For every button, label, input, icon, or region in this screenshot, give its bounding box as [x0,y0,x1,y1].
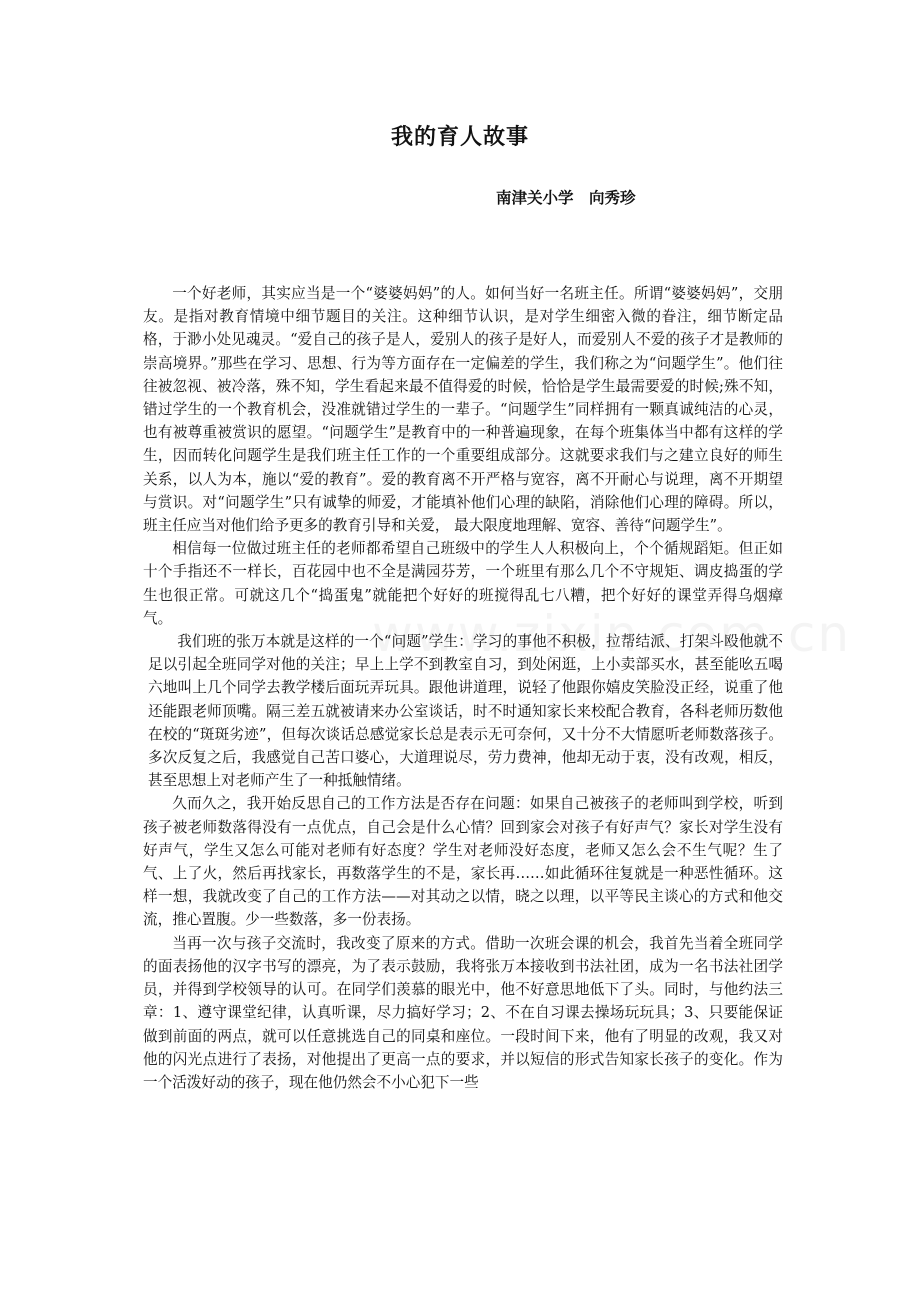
paragraph-2: 相信每一位做过班主任的老师都希望自己班级中的学生人人积极向上，个个循规蹈矩。但正如十个手指还不一样长，百花园中也不全是满园芬芳，一个班里有那么几个不守规矩、调皮捣蛋的学生也很正常。可就这几个“捣蛋鬼”就能把个好好的班搅得乱七八糟，把个好好的课堂弄得乌烟瘴气。 [143,540,783,627]
author-line: 南津关小学 向秀珍 [496,189,636,207]
document-body [143,282,783,1094]
paragraph-5: 当再一次与孩子交流时，我改变了原来的方式。借助一次班会课的机会，我首先当着全班同学的面表扬他的汉字书写的漂亮，为了表示鼓励，我将张万本接收到书法社团，成为一名书法社团学员，并得到学校领导的认可。在同学们羡慕的眼光中，他不好意思地低下了头。同时，与他约法三章：1、遵守课堂纪律，认真听课，尽力搞好学习；2、不在自习课去操场玩玩具；3、只要能保证做到前面的两点，就可以任意挑选自己的同桌和座位。一段时间下来，他有了明显的改观，我又对他的闪光点进行了表扬，对他提出了更高一点的要求，并以短信的形式告知家长孩子的变化。作为一个活泼好动的孩子，现在他仍然会不小心犯下一些 [143,934,783,1091]
paragraph-4: 久而久之，我开始反思自己的工作方法是否存在问题：如果自己被孩子的老师叫到学校，听到孩子被老师数落得没有一点优点，自己会是什么心情？回到家会对孩子有好声气？家长对学生没有好声气，学生又怎么可能对老师有好态度？学生对老师没好态度，老师又怎么会不生气呢？生了气、上了火，然后再找家长，再数落学生的不是，家长再……如此循环往复就是一种恶性循环。这样一想，我就改变了自己的工作方法——对其动之以情，晓之以理，以平等民主谈心的方式和他交流，推心置腹。少一些数落，多一份表扬。 [143,795,783,929]
paragraph-1: 一个好老师，其实应当是一个“婆婆妈妈”的人。如何当好一名班主任。所谓“婆婆妈妈”，交朋友。是指对教育情境中细节题目的关注。这种细节认识，是对学生细密入微的眷注，细节断定品格，于渺小处见魂灵。“爱自己的孩子是人，爱别人的孩子是好人，而爱别人不爱的孩子才是教师的崇高境界。”那些在学习、思想、行为等方面存在一定偏差的学生，我们称之为“问题学生”。他们往往被忽视、被冷落，殊不知，学生看起来最不值得爱的时候，恰恰是学生最需要爱的时候;殊不知，错过学生的一个教育机会，没准就错过学生的一辈子。“问题学生”同样拥有一颗真诚纯洁的心灵，也有被尊重被赏识的愿望。“问题学生”是教育中的一种普遍现象，在每个班集体当中都有这样的学生，因而转化问题学生是我们班主任工作的一个重要组成部分。这就要求我们与之建立良好的师生关系，以人为本，施以“爱的教育”。爱的教育离不开严格与宽容，离不开耐心与说理，离不开期望与赏识。对“问题学生”只有诚挚的师爱，才能填补他们心理的缺陷，消除他们心理的障碍。所以，班主任应当对他们给予更多的教育引导和关爱， 最大限度地理解、宽容、善待“问题学生”。 [143,285,783,535]
document-title: 我的育人故事 [390,125,529,150]
paragraph-3: 我们班的张万本就是这样的一个“问题”学生：学习的事他不积极，拉帮结派、打架斗殴他就不足以引起全班同学对他的关注；早上上学不到教室自习，到处闲逛，上小卖部买水，甚至能吆五喝六地叫上几个同学去教学楼后面玩弄玩具。跟他讲道理，说轻了他跟你嬉皮笑脸没正经，说重了他还能跟老师顶嘴。隔三差五就被请来办公室谈话，时不时通知家长来校配合教育，各科老师历数他在校的“斑斑劣迹”，但每次谈话总感觉家长总是表示无可奈何，又十分不大情愿听老师数落孩子。多次反复之后，我感觉自己苦口婆心，大道理说尽，劳力费神，他却无动于衷，没有改观，相反，甚至思想上对老师产生了一种抵触情绪。 [148,633,783,790]
